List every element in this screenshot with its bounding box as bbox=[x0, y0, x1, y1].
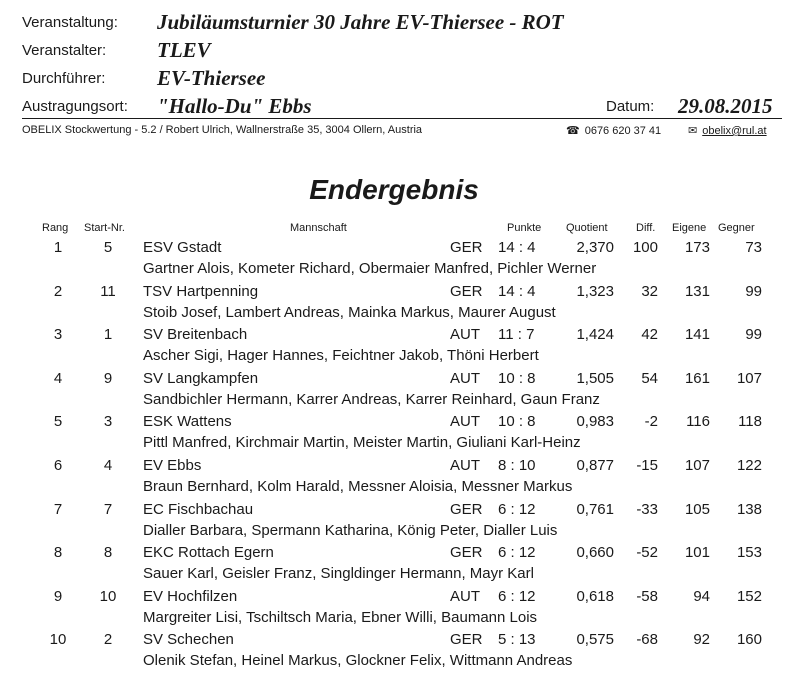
player-list: Gartner Alois, Kometer Richard, Obermaier Manfred, Pichler Werner bbox=[143, 260, 597, 277]
rank: 10 bbox=[49, 631, 67, 649]
gegner: 138 bbox=[736, 500, 762, 518]
quotient: 0,618 bbox=[576, 587, 614, 605]
phone-number: 0676 620 37 41 bbox=[584, 125, 662, 137]
gegner: 73 bbox=[745, 239, 762, 256]
nation: GER bbox=[450, 500, 483, 518]
player-list: Olenik Stefan, Heinel Markus, Glockner Felix, Wittmann Andreas bbox=[143, 652, 573, 670]
durchfuehrer-value: EV-Thiersee bbox=[157, 66, 266, 90]
diff: -52 bbox=[636, 544, 658, 562]
start-nr: 2 bbox=[103, 631, 113, 649]
gegner: 118 bbox=[738, 413, 762, 431]
table-row bbox=[0, 370, 800, 414]
player-list: Ascher Sigi, Hager Hannes, Feichtner Jakob, Thöni Herbert bbox=[143, 347, 539, 365]
col-quotient: Quotient bbox=[566, 222, 608, 234]
points: 6 : 12 bbox=[498, 587, 536, 605]
datum-value: 29.08.2015 bbox=[678, 94, 773, 118]
datum-label: Datum: bbox=[606, 98, 655, 115]
player-list: Braun Bernhard, Kolm Harald, Messner Aloisia, Messner Markus bbox=[143, 478, 573, 495]
gegner: 107 bbox=[736, 369, 762, 387]
player-list: Margreiter Lisi, Tschiltsch Maria, Ebner Willi, Baumann Lois bbox=[143, 608, 538, 626]
gegner: 99 bbox=[745, 282, 762, 300]
gegner: 152 bbox=[736, 587, 762, 605]
eigene: 141 bbox=[684, 326, 710, 344]
rank: 9 bbox=[53, 587, 63, 605]
quotient: 0,660 bbox=[576, 544, 614, 562]
quotient: 0,575 bbox=[576, 631, 614, 649]
team-name: SV Langkampfen bbox=[143, 369, 259, 387]
nation: AUT bbox=[450, 413, 480, 431]
nation: GER bbox=[450, 631, 483, 649]
team-name: EV Ebbs bbox=[143, 457, 202, 474]
table-row bbox=[0, 413, 800, 457]
col-punkte: Punkte bbox=[507, 222, 542, 234]
team-name: EKC Rottach Egern bbox=[143, 544, 274, 562]
page-title: Endergebnis bbox=[309, 174, 479, 205]
start-nr: 5 bbox=[103, 239, 113, 256]
email-contact bbox=[688, 124, 767, 137]
quotient: 2,370 bbox=[576, 239, 614, 256]
nation: GER bbox=[450, 282, 483, 300]
table-row bbox=[0, 239, 800, 283]
veranstaltung-value: Jubiläumsturnier 30 Jahre EV-Thiersee - ROT bbox=[157, 10, 564, 34]
diff: 42 bbox=[641, 326, 658, 344]
table-row bbox=[0, 588, 800, 632]
eigene: 92 bbox=[693, 631, 710, 649]
col-eigene: Eigene bbox=[672, 222, 707, 234]
table-row bbox=[0, 457, 800, 501]
start-nr: 8 bbox=[103, 544, 113, 562]
nation: AUT bbox=[450, 457, 480, 474]
player-list: Sandbichler Hermann, Karrer Andreas, Karrer Reinhard, Gaun Franz bbox=[143, 390, 600, 408]
veranstaltung-label: Veranstaltung: bbox=[22, 14, 118, 31]
durchfuehrer-label: Durchführer: bbox=[22, 70, 106, 87]
rank: 3 bbox=[53, 326, 63, 344]
nation: AUT bbox=[450, 326, 480, 344]
player-list: Sauer Karl, Geisler Franz, Singldinger Hermann, Mayr Karl bbox=[143, 565, 534, 583]
quotient: 1,424 bbox=[576, 326, 614, 344]
eigene: 131 bbox=[684, 282, 710, 300]
team-name: SV Schechen bbox=[143, 631, 234, 649]
table-row bbox=[0, 631, 800, 675]
start-nr: 3 bbox=[103, 413, 113, 431]
software-credit: OBELIX Stockwertung - 5.2 / Robert Ulrich, Wallnerstraße 35, 3004 Ollern, Austria bbox=[22, 124, 423, 136]
team-name: EV Hochfilzen bbox=[143, 587, 238, 605]
team-name: SV Breitenbach bbox=[143, 326, 248, 344]
eigene: 107 bbox=[684, 457, 710, 474]
table-row bbox=[0, 501, 800, 545]
col-rang: Rang bbox=[42, 222, 69, 234]
table-row bbox=[0, 326, 800, 370]
nation: AUT bbox=[450, 587, 480, 605]
rank: 2 bbox=[53, 282, 63, 300]
eigene: 173 bbox=[684, 239, 710, 256]
team-name: TSV Hartpenning bbox=[143, 282, 259, 300]
phone-contact bbox=[566, 124, 661, 137]
quotient: 1,323 bbox=[576, 282, 614, 300]
rank: 7 bbox=[53, 500, 63, 518]
points: 10 : 8 bbox=[498, 413, 536, 431]
start-nr: 10 bbox=[99, 587, 117, 605]
col-mannschaft: Mannschaft bbox=[290, 222, 347, 234]
veranstalter-value: TLEV bbox=[157, 38, 211, 62]
rank: 6 bbox=[53, 457, 63, 474]
nation: GER bbox=[450, 544, 483, 562]
gegner: 160 bbox=[736, 631, 762, 649]
eigene: 105 bbox=[684, 500, 710, 518]
points: 5 : 13 bbox=[498, 631, 536, 649]
points: 11 : 7 bbox=[498, 326, 535, 344]
email-address[interactable]: obelix@rul.at bbox=[702, 125, 767, 137]
team-name: EC Fischbachau bbox=[143, 500, 254, 518]
start-nr: 1 bbox=[103, 326, 113, 344]
team-name: ESK Wattens bbox=[143, 413, 232, 431]
col-start-nr: Start-Nr. bbox=[84, 222, 125, 234]
gegner: 153 bbox=[736, 544, 762, 562]
start-nr: 9 bbox=[103, 369, 113, 387]
points: 14 : 4 bbox=[498, 282, 536, 300]
eigene: 116 bbox=[686, 413, 710, 431]
points: 6 : 12 bbox=[498, 544, 536, 562]
envelope-icon: ✉ bbox=[688, 125, 698, 137]
table-row bbox=[0, 283, 800, 327]
points: 6 : 12 bbox=[498, 500, 536, 518]
diff: -15 bbox=[636, 457, 658, 474]
start-nr: 4 bbox=[103, 457, 113, 474]
quotient: 0,761 bbox=[576, 500, 614, 518]
rank: 1 bbox=[53, 239, 63, 256]
eigene: 161 bbox=[684, 369, 710, 387]
quotient: 0,983 bbox=[576, 413, 614, 431]
rank: 5 bbox=[53, 413, 63, 431]
col-gegner: Gegner bbox=[718, 222, 755, 234]
points: 8 : 10 bbox=[498, 457, 536, 474]
rank: 4 bbox=[53, 369, 63, 387]
quotient: 0,877 bbox=[576, 457, 614, 474]
eigene: 101 bbox=[684, 544, 710, 562]
start-nr: 7 bbox=[103, 500, 113, 518]
col-diff: Diff. bbox=[636, 222, 656, 234]
table-row bbox=[0, 544, 800, 588]
points: 10 : 8 bbox=[498, 369, 536, 387]
diff: 100 bbox=[632, 239, 658, 256]
player-list: Dialler Barbara, Spermann Katharina, König Peter, Dialler Luis bbox=[143, 521, 558, 539]
team-name: ESV Gstadt bbox=[143, 239, 222, 256]
points: 14 : 4 bbox=[498, 239, 536, 256]
diff: 32 bbox=[641, 282, 658, 300]
nation: GER bbox=[450, 239, 483, 256]
gegner: 122 bbox=[736, 457, 762, 474]
diff: 54 bbox=[641, 369, 658, 387]
diff: -58 bbox=[636, 587, 658, 605]
player-list: Pittl Manfred, Kirchmair Martin, Meister Martin, Giuliani Karl-Heinz bbox=[143, 434, 581, 452]
eigene: 94 bbox=[693, 587, 710, 605]
diff: -33 bbox=[636, 500, 658, 518]
diff: -2 bbox=[644, 413, 658, 431]
telephone-icon: ☎ bbox=[566, 125, 580, 137]
veranstalter-label: Veranstalter: bbox=[22, 42, 107, 59]
ort-label: Austragungsort: bbox=[22, 98, 128, 115]
gegner: 99 bbox=[745, 326, 762, 344]
nation: AUT bbox=[450, 369, 480, 387]
ort-value: "Hallo-Du" Ebbs bbox=[157, 94, 312, 118]
rank: 8 bbox=[53, 544, 63, 562]
start-nr: 11 bbox=[100, 282, 116, 300]
diff: -68 bbox=[636, 631, 658, 649]
quotient: 1,505 bbox=[576, 369, 614, 387]
player-list: Stoib Josef, Lambert Andreas, Mainka Markus, Maurer August bbox=[143, 303, 556, 321]
header-austragungsort bbox=[22, 94, 782, 119]
